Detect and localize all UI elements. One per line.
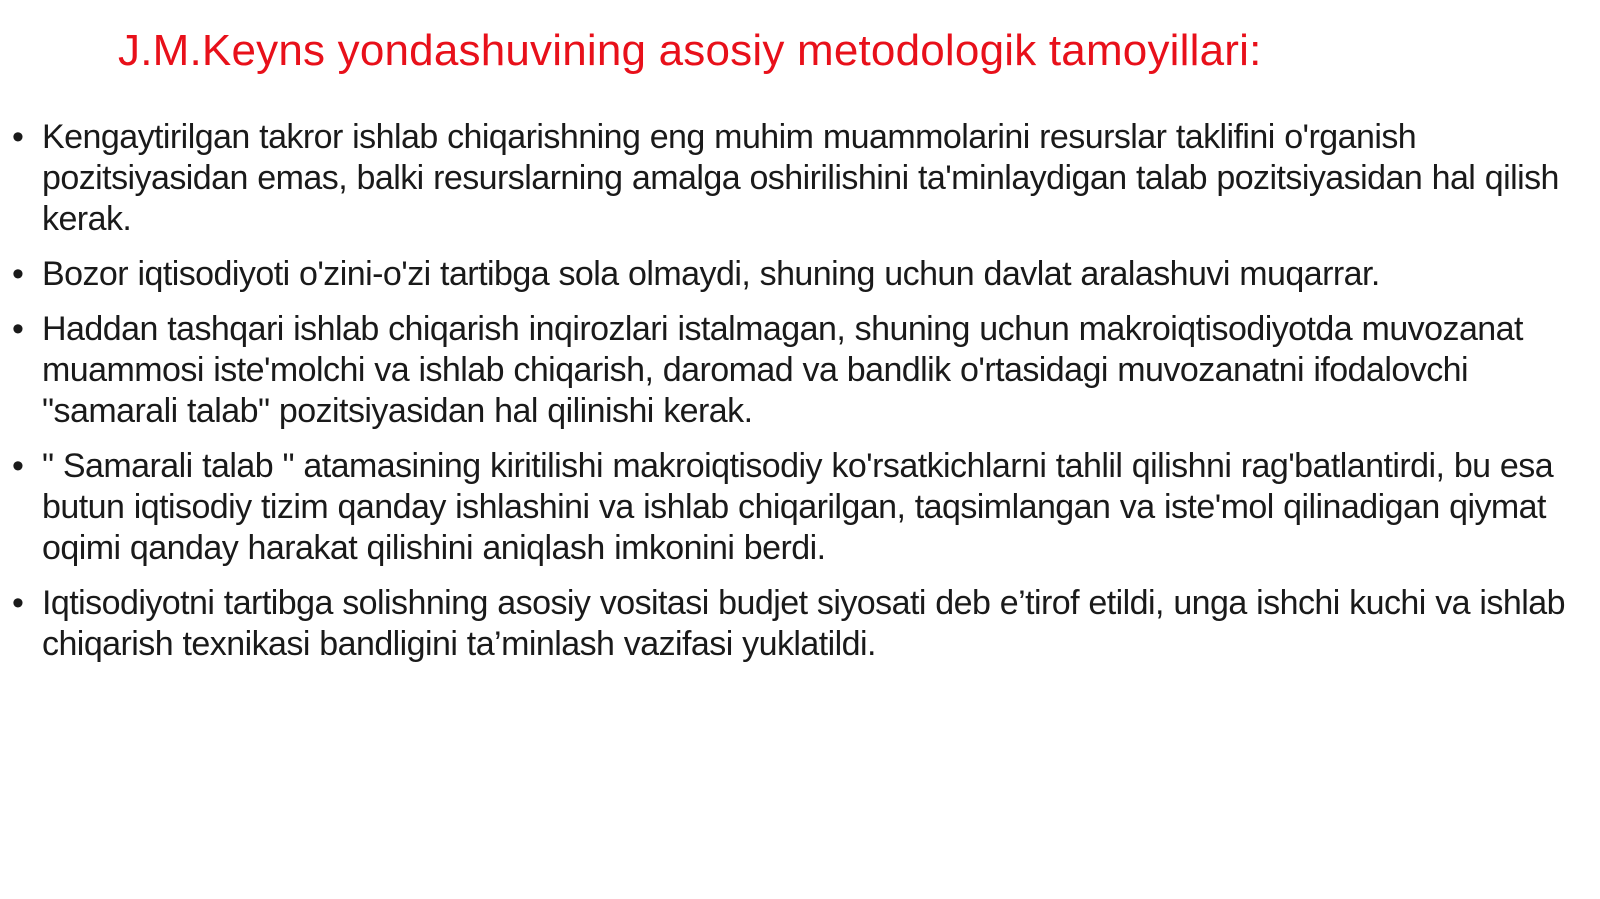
bullet-item: [12, 254, 1572, 295]
bullet-item: [12, 446, 1572, 569]
bullet-text: Haddan tashqari ishlab chiqarish inqirozlari istalmagan, shuning uchun makroiqtisodiyotda muvozanat muammosi iste'molchi va ishlab chiqarish, daromad va bandlik o'rtasidagi muvozanatni ifodalovchi "samarali talab" pozitsiyasidan hal qilinishi kerak.: [42, 310, 1523, 430]
slide-title: J.M.Keyns yondashuvining asosiy metodologik tamoyillari:: [118, 26, 1262, 75]
bullet-text: Bozor iqtisodiyoti o'zini-o'zi tartibga sola olmaydi, shuning uchun davlat aralashuvi muqarrar.: [42, 255, 1380, 293]
bullet-list: [12, 117, 1572, 679]
bullet-item: [12, 309, 1572, 432]
bullet-icon: •: [12, 255, 24, 293]
bullet-text: Kengaytirilgan takror ishlab chiqarishning eng muhim muammolarini resurslar taklifini o'rganish pozitsiyasidan emas, balki resurslarning amalga oshirilishini ta'minlaydigan talab pozitsiyasidan hal qilish kerak.: [42, 118, 1559, 238]
bullet-icon: •: [12, 310, 24, 348]
bullet-icon: •: [12, 118, 24, 156]
bullet-item: [12, 583, 1572, 665]
bullet-icon: •: [12, 584, 24, 622]
bullet-icon: •: [12, 447, 24, 485]
bullet-text: Iqtisodiyotni tartibga solishning asosiy vositasi budjet siyosati deb e’tirof etildi, unga ishchi kuchi va ishlab chiqarish texnikasi bandligini ta’minlash vazifasi yuklatildi.: [42, 584, 1565, 663]
bullet-item: [12, 117, 1572, 240]
bullet-text: " Samarali talab " atamasining kiritilishi makroiqtisodiy ko'rsatkichlarni tahlil qilishni rag'batlantirdi, bu esa butun iqtisodiy tizim qanday ishlashini va ishlab chiqarilgan, taqsimlangan va iste'mol qilinadigan qiymat oqimi qanday harakat qilishini aniqlash imkonini berdi.: [42, 447, 1554, 567]
